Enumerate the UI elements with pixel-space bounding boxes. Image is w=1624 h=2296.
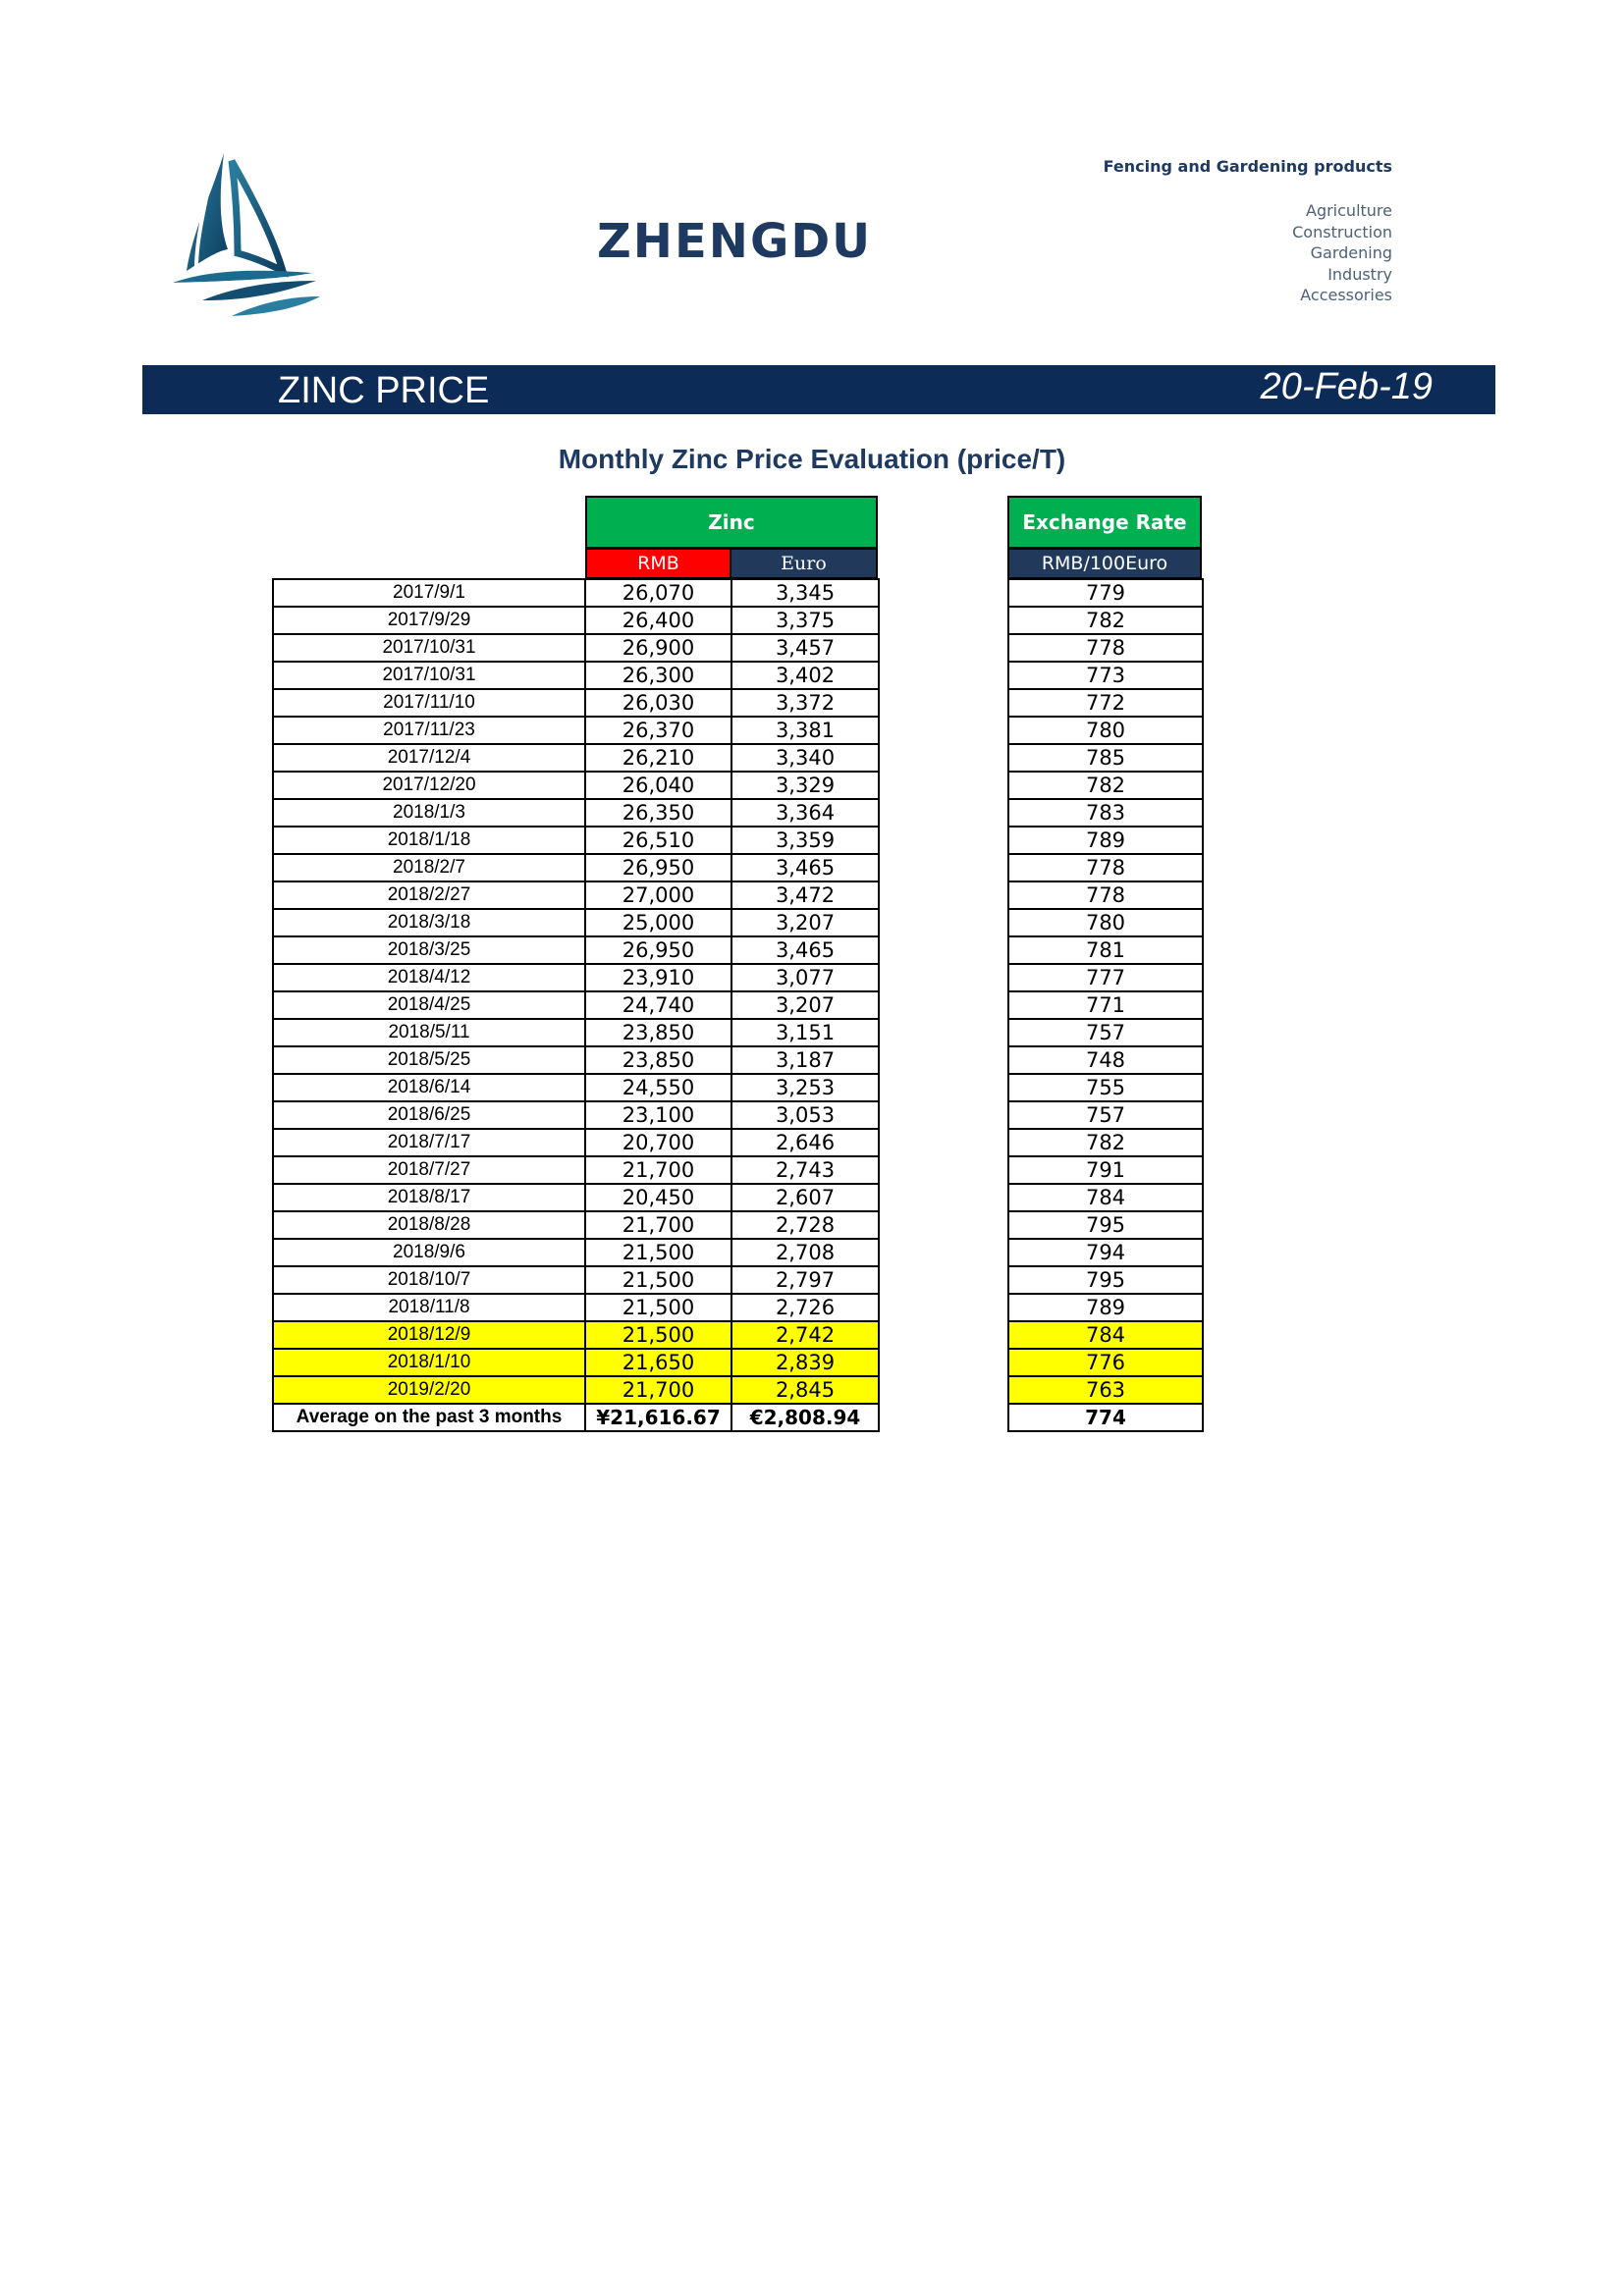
- rmb-price-cell: 21,700: [585, 1376, 731, 1404]
- table-row: [273, 772, 879, 799]
- table-row: [273, 799, 879, 827]
- rmb-per-100-euro-column-header: RMB/100Euro: [1007, 549, 1202, 579]
- date-cell: 2017/12/20: [273, 772, 585, 799]
- table-row: [1008, 1239, 1203, 1266]
- average-rmb-cell: ¥21,616.67: [585, 1404, 731, 1431]
- date-cell: 2018/4/12: [273, 964, 585, 991]
- euro-price-cell: 2,646: [731, 1129, 879, 1156]
- rmb-price-cell: 26,300: [585, 662, 731, 689]
- zinc-price-table: [272, 578, 880, 1432]
- euro-price-cell: 3,207: [731, 909, 879, 936]
- euro-price-cell: 2,607: [731, 1184, 879, 1211]
- table-row: [1008, 1156, 1203, 1184]
- rmb-price-cell: 24,550: [585, 1074, 731, 1101]
- euro-price-cell: 3,187: [731, 1046, 879, 1074]
- rmb-price-cell: 21,700: [585, 1156, 731, 1184]
- average-euro-cell: €2,808.94: [731, 1404, 879, 1431]
- exchange-rate-cell: 782: [1008, 607, 1203, 634]
- exchange-rate-cell: 781: [1008, 936, 1203, 964]
- table-row: [1008, 717, 1203, 744]
- exchange-rate-cell: 763: [1008, 1376, 1203, 1404]
- table-row: [273, 1239, 879, 1266]
- date-cell: 2018/1/10: [273, 1349, 585, 1376]
- exchange-rate-cell: 780: [1008, 909, 1203, 936]
- table-row: [1008, 1376, 1203, 1404]
- date-cell: 2018/3/18: [273, 909, 585, 936]
- date-cell: 2018/3/25: [273, 936, 585, 964]
- date-cell: 2018/6/25: [273, 1101, 585, 1129]
- exchange-rate-cell: 794: [1008, 1239, 1203, 1266]
- table-row: [273, 1349, 879, 1376]
- table-row: [273, 854, 879, 881]
- rmb-price-cell: 27,000: [585, 881, 731, 909]
- table-row: [1008, 909, 1203, 936]
- table-row: [273, 936, 879, 964]
- table-row: [273, 717, 879, 744]
- zinc-group-header: Zinc: [585, 496, 878, 549]
- rmb-price-cell: 26,070: [585, 579, 731, 607]
- euro-price-cell: 3,329: [731, 772, 879, 799]
- date-cell: 2018/1/3: [273, 799, 585, 827]
- table-row: [273, 744, 879, 772]
- euro-price-cell: 2,726: [731, 1294, 879, 1321]
- euro-price-cell: 2,742: [731, 1321, 879, 1349]
- table-row: [1008, 1046, 1203, 1074]
- exchange-rate-cell: 757: [1008, 1101, 1203, 1129]
- euro-price-cell: 3,465: [731, 854, 879, 881]
- date-cell: 2018/5/25: [273, 1046, 585, 1074]
- date-cell: 2018/7/27: [273, 1156, 585, 1184]
- average-rate-cell: 774: [1008, 1404, 1203, 1431]
- exchange-rate-cell: 748: [1008, 1046, 1203, 1074]
- exchange-rate-table: [1007, 578, 1204, 1432]
- rmb-price-cell: 23,100: [585, 1101, 731, 1129]
- table-row: [273, 964, 879, 991]
- table-row: [273, 607, 879, 634]
- rmb-price-cell: 21,500: [585, 1239, 731, 1266]
- rmb-price-cell: 23,850: [585, 1046, 731, 1074]
- exchange-rate-cell: 783: [1008, 799, 1203, 827]
- category-item: Accessories: [1300, 286, 1392, 304]
- euro-price-cell: 3,402: [731, 662, 879, 689]
- exchange-rate-cell: 791: [1008, 1156, 1203, 1184]
- table-row: [273, 579, 879, 607]
- exchange-rate-cell: 789: [1008, 1294, 1203, 1321]
- rmb-price-cell: 20,700: [585, 1129, 731, 1156]
- category-item: Agriculture: [1306, 201, 1392, 220]
- exchange-rate-cell: 780: [1008, 717, 1203, 744]
- euro-price-cell: 3,345: [731, 579, 879, 607]
- table-row: [1008, 881, 1203, 909]
- rmb-price-cell: 21,700: [585, 1211, 731, 1239]
- exchange-rate-cell: 784: [1008, 1321, 1203, 1349]
- table-row: [273, 1129, 879, 1156]
- exchange-rate-cell: 777: [1008, 964, 1203, 991]
- table-row: [273, 827, 879, 854]
- table-row: [1008, 1074, 1203, 1101]
- exchange-rate-cell: 755: [1008, 1074, 1203, 1101]
- date-cell: 2018/5/11: [273, 1019, 585, 1046]
- date-cell: 2018/8/28: [273, 1211, 585, 1239]
- table-row: [273, 1321, 879, 1349]
- table-row: [1008, 1349, 1203, 1376]
- euro-price-cell: 2,839: [731, 1349, 879, 1376]
- date-cell: 2017/11/10: [273, 689, 585, 717]
- euro-column-header: Euro: [730, 549, 878, 579]
- date-cell: 2018/2/27: [273, 881, 585, 909]
- table-row: [273, 1019, 879, 1046]
- date-cell: 2017/12/4: [273, 744, 585, 772]
- table-row: [1008, 607, 1203, 634]
- average-row: [1008, 1404, 1203, 1431]
- table-row: [273, 909, 879, 936]
- rmb-price-cell: 26,210: [585, 744, 731, 772]
- exchange-rate-cell: 757: [1008, 1019, 1203, 1046]
- euro-price-cell: 2,743: [731, 1156, 879, 1184]
- table-row: [273, 991, 879, 1019]
- euro-price-cell: 2,728: [731, 1211, 879, 1239]
- rmb-price-cell: 21,500: [585, 1321, 731, 1349]
- rmb-price-cell: 26,510: [585, 827, 731, 854]
- rmb-column-header: RMB: [585, 549, 731, 579]
- exchange-rate-cell: 778: [1008, 634, 1203, 662]
- table-row: [273, 1376, 879, 1404]
- euro-price-cell: 3,207: [731, 991, 879, 1019]
- exchange-rate-cell: 779: [1008, 579, 1203, 607]
- table-row: [1008, 827, 1203, 854]
- table-row: [1008, 854, 1203, 881]
- average-row: [273, 1404, 879, 1431]
- date-cell: 2017/9/29: [273, 607, 585, 634]
- table-row: [273, 1074, 879, 1101]
- table-row: [273, 1184, 879, 1211]
- date-cell: 2018/12/9: [273, 1321, 585, 1349]
- category-item: Industry: [1327, 264, 1392, 284]
- table-row: [1008, 634, 1203, 662]
- date-cell: 2018/10/7: [273, 1266, 585, 1294]
- date-cell: 2018/1/18: [273, 827, 585, 854]
- euro-price-cell: 2,708: [731, 1239, 879, 1266]
- table-row: [273, 689, 879, 717]
- exchange-rate-cell: 776: [1008, 1349, 1203, 1376]
- rmb-price-cell: 23,850: [585, 1019, 731, 1046]
- exchange-rate-cell: 789: [1008, 827, 1203, 854]
- rmb-price-cell: 21,500: [585, 1294, 731, 1321]
- table-row: [1008, 1129, 1203, 1156]
- euro-price-cell: 3,053: [731, 1101, 879, 1129]
- euro-price-cell: 3,077: [731, 964, 879, 991]
- table-row: [1008, 744, 1203, 772]
- exchange-rate-cell: 771: [1008, 991, 1203, 1019]
- table-row: [1008, 1321, 1203, 1349]
- table-row: [1008, 772, 1203, 799]
- table-row: [1008, 799, 1203, 827]
- rmb-price-cell: 26,400: [585, 607, 731, 634]
- table-row: [1008, 579, 1203, 607]
- page-subtitle: Monthly Zinc Price Evaluation (price/T): [558, 444, 1066, 474]
- euro-price-cell: 3,381: [731, 717, 879, 744]
- euro-price-cell: 3,472: [731, 881, 879, 909]
- rmb-price-cell: 26,040: [585, 772, 731, 799]
- rmb-price-cell: 26,900: [585, 634, 731, 662]
- date-cell: 2018/2/7: [273, 854, 585, 881]
- euro-price-cell: 3,457: [731, 634, 879, 662]
- date-cell: 2018/8/17: [273, 1184, 585, 1211]
- exchange-rate-cell: 784: [1008, 1184, 1203, 1211]
- exchange-rate-cell: 795: [1008, 1211, 1203, 1239]
- table-row: [273, 881, 879, 909]
- table-row: [1008, 991, 1203, 1019]
- table-row: [1008, 1019, 1203, 1046]
- date-cell: 2018/4/25: [273, 991, 585, 1019]
- table-row: [1008, 689, 1203, 717]
- exchange-rate-cell: 778: [1008, 854, 1203, 881]
- date-cell: 2018/7/17: [273, 1129, 585, 1156]
- table-row: [1008, 1266, 1203, 1294]
- euro-price-cell: 2,797: [731, 1266, 879, 1294]
- table-row: [273, 1156, 879, 1184]
- euro-price-cell: 3,253: [731, 1074, 879, 1101]
- title-banner: [142, 365, 1495, 414]
- category-item: Construction: [1292, 222, 1392, 241]
- category-list: [1292, 200, 1392, 306]
- rmb-price-cell: 25,000: [585, 909, 731, 936]
- table-row: [1008, 662, 1203, 689]
- euro-price-cell: 3,364: [731, 799, 879, 827]
- exchange-rate-cell: 772: [1008, 689, 1203, 717]
- rmb-price-cell: 26,950: [585, 936, 731, 964]
- exchange-rate-cell: 782: [1008, 1129, 1203, 1156]
- rmb-price-cell: 21,500: [585, 1266, 731, 1294]
- date-cell: 2017/10/31: [273, 634, 585, 662]
- euro-price-cell: 3,465: [731, 936, 879, 964]
- table-row: [1008, 1184, 1203, 1211]
- table-row: [1008, 964, 1203, 991]
- date-cell: 2018/9/6: [273, 1239, 585, 1266]
- date-cell: 2018/6/14: [273, 1074, 585, 1101]
- table-row: [273, 662, 879, 689]
- exchange-rate-cell: 795: [1008, 1266, 1203, 1294]
- date-cell: 2019/2/20: [273, 1376, 585, 1404]
- rmb-price-cell: 26,950: [585, 854, 731, 881]
- table-row: [273, 1294, 879, 1321]
- rmb-price-cell: 20,450: [585, 1184, 731, 1211]
- date-cell: 2017/11/23: [273, 717, 585, 744]
- exchange-rate-cell: 785: [1008, 744, 1203, 772]
- date-cell: 2018/11/8: [273, 1294, 585, 1321]
- table-row: [273, 634, 879, 662]
- euro-price-cell: 3,375: [731, 607, 879, 634]
- brand-name: ZHENGDU: [597, 214, 873, 269]
- table-row: [273, 1266, 879, 1294]
- date-cell: 2017/9/1: [273, 579, 585, 607]
- table-row: [1008, 1101, 1203, 1129]
- rmb-price-cell: 26,370: [585, 717, 731, 744]
- rmb-price-cell: 26,350: [585, 799, 731, 827]
- euro-price-cell: 3,359: [731, 827, 879, 854]
- average-label: Average on the past 3 months: [273, 1404, 585, 1431]
- banner-date: 20-Feb-19: [1260, 366, 1433, 407]
- tagline: Fencing and Gardening products: [1103, 157, 1392, 176]
- table-row: [273, 1211, 879, 1239]
- table-row: [273, 1101, 879, 1129]
- euro-price-cell: 3,340: [731, 744, 879, 772]
- exchange-rate-cell: 782: [1008, 772, 1203, 799]
- category-item: Gardening: [1310, 243, 1392, 262]
- exchange-rate-cell: 773: [1008, 662, 1203, 689]
- exchange-rate-cell: 778: [1008, 881, 1203, 909]
- exchange-rate-group-header: Exchange Rate: [1007, 496, 1202, 549]
- table-row: [1008, 1294, 1203, 1321]
- table-row: [273, 1046, 879, 1074]
- euro-price-cell: 2,845: [731, 1376, 879, 1404]
- rmb-price-cell: 24,740: [585, 991, 731, 1019]
- rmb-price-cell: 23,910: [585, 964, 731, 991]
- rmb-price-cell: 26,030: [585, 689, 731, 717]
- euro-price-cell: 3,372: [731, 689, 879, 717]
- table-row: [1008, 1211, 1203, 1239]
- euro-price-cell: 3,151: [731, 1019, 879, 1046]
- banner-title: ZINC PRICE: [278, 370, 490, 411]
- date-cell: 2017/10/31: [273, 662, 585, 689]
- sailboat-logo-icon: [173, 153, 322, 316]
- table-row: [1008, 936, 1203, 964]
- rmb-price-cell: 21,650: [585, 1349, 731, 1376]
